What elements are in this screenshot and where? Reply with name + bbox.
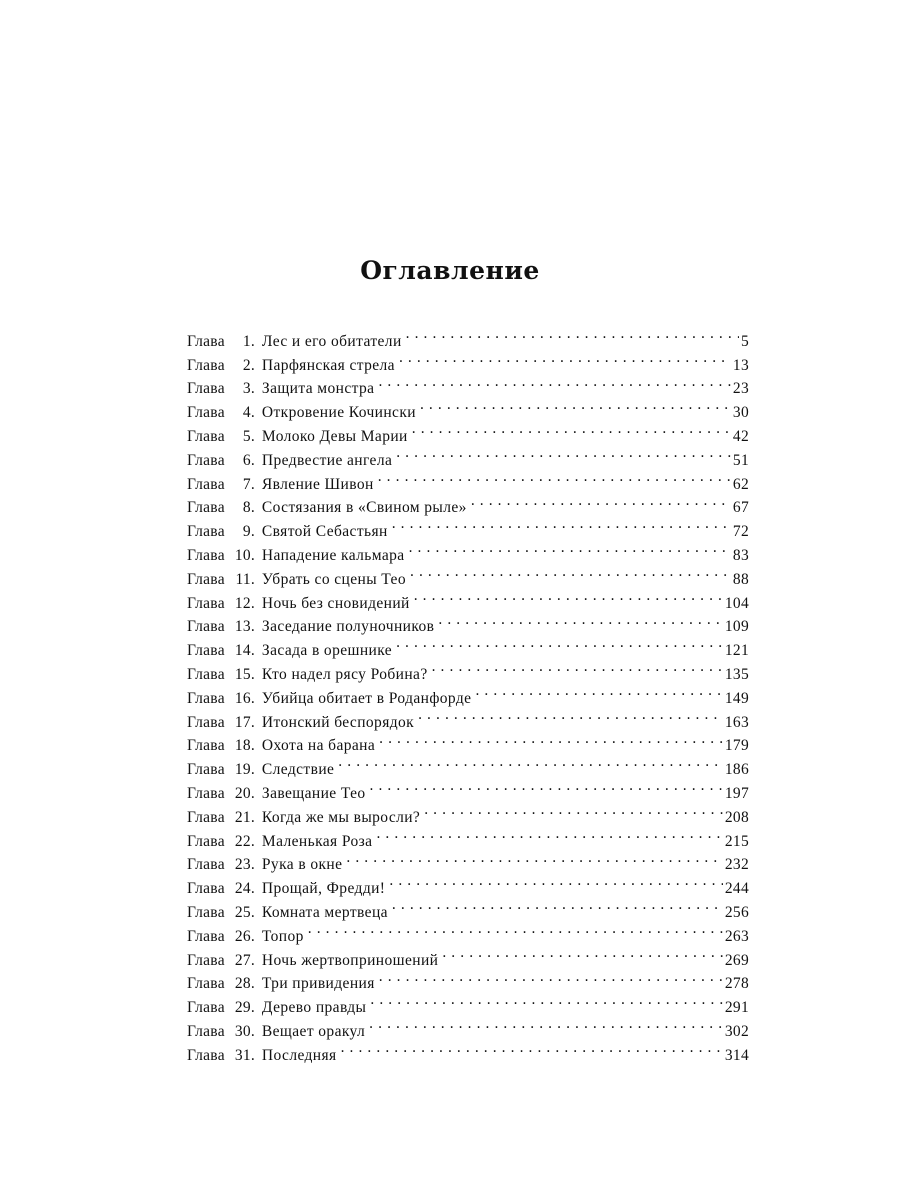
chapter-number: 5. bbox=[242, 427, 255, 445]
chapter-title: Убийца обитает в Роданфорде bbox=[261, 689, 472, 707]
dot-leader bbox=[473, 679, 722, 703]
page-number: 269 bbox=[724, 951, 749, 969]
chapter-word: Глава bbox=[187, 999, 225, 1017]
chapter-word: Глава bbox=[187, 903, 225, 921]
chapter-number: 6. bbox=[242, 451, 255, 469]
chapter-word: Глава bbox=[187, 927, 225, 945]
chapter-number: 20. bbox=[234, 784, 255, 802]
page-number: 67 bbox=[732, 499, 749, 517]
chapter-number: 13. bbox=[234, 618, 255, 636]
chapter-word: Глава bbox=[187, 761, 225, 779]
page-number: 278 bbox=[724, 975, 749, 993]
chapter-title: Комната мертвеца bbox=[261, 903, 388, 921]
dot-leader bbox=[404, 322, 739, 346]
page-number: 197 bbox=[724, 784, 749, 802]
chapter-title: Убрать со сцены Тео bbox=[261, 570, 406, 588]
chapter-title: Лес и его обитатели bbox=[261, 332, 402, 350]
chapter-title: Заседание полуночников bbox=[261, 618, 435, 636]
chapter-title: Маленькая Роза bbox=[261, 832, 373, 850]
chapter-word: Глава bbox=[187, 570, 225, 588]
chapter-number: 31. bbox=[234, 1046, 255, 1064]
dot-leader bbox=[368, 774, 723, 798]
chapter-word: Глава bbox=[187, 642, 225, 660]
dot-leader bbox=[416, 703, 723, 727]
page-number: 88 bbox=[732, 570, 749, 588]
chapter-title: Святой Себастьян bbox=[261, 523, 388, 541]
chapter-title: Явление Шивон bbox=[261, 475, 374, 493]
chapter-number: 21. bbox=[234, 808, 255, 826]
page-number: 5 bbox=[740, 332, 749, 350]
chapter-title: Засада в орешнике bbox=[261, 642, 393, 660]
page-number: 42 bbox=[732, 427, 749, 445]
page-number: 232 bbox=[724, 856, 749, 874]
chapter-number: 14. bbox=[234, 642, 255, 660]
chapter-number: 17. bbox=[234, 713, 255, 731]
chapter-word: Глава bbox=[187, 975, 225, 993]
chapter-word: Глава bbox=[187, 523, 225, 541]
page-number: 51 bbox=[732, 451, 749, 469]
chapter-title: Три привидения bbox=[261, 975, 375, 993]
chapter-word: Глава bbox=[187, 951, 225, 969]
dot-leader bbox=[387, 869, 722, 893]
chapter-word: Глава bbox=[187, 332, 225, 350]
chapter-title: Охота на барана bbox=[261, 737, 376, 755]
page-number: 72 bbox=[732, 523, 749, 541]
chapter-number: 18. bbox=[234, 737, 255, 755]
chapter-word: Глава bbox=[187, 689, 225, 707]
dot-leader bbox=[376, 370, 730, 394]
chapter-title: Парфянская стрела bbox=[261, 356, 395, 374]
chapter-number: 27. bbox=[234, 951, 255, 969]
chapter-number: 16. bbox=[234, 689, 255, 707]
toc-entry bbox=[187, 322, 749, 350]
chapter-number: 4. bbox=[242, 404, 255, 422]
chapter-title: Защита монстра bbox=[261, 380, 375, 398]
dot-leader bbox=[306, 917, 723, 941]
page-number: 244 bbox=[724, 880, 749, 898]
page-number: 163 bbox=[724, 713, 749, 731]
dot-leader bbox=[390, 512, 731, 536]
dot-leader bbox=[430, 655, 723, 679]
chapter-number: 28. bbox=[234, 975, 255, 993]
chapter-title: Рука в окне bbox=[261, 856, 343, 874]
chapter-title: Нападение кальмара bbox=[261, 546, 405, 564]
table-of-contents bbox=[187, 322, 749, 1064]
chapter-word: Глава bbox=[187, 737, 225, 755]
page-number: 186 bbox=[724, 761, 749, 779]
chapter-word: Глава bbox=[187, 1022, 225, 1040]
chapter-title: Предвестие ангела bbox=[261, 451, 393, 469]
page-number: 263 bbox=[724, 927, 749, 945]
chapter-word: Глава bbox=[187, 404, 225, 422]
page-number: 83 bbox=[732, 546, 749, 564]
page-number: 135 bbox=[724, 665, 749, 683]
chapter-word: Глава bbox=[187, 880, 225, 898]
dot-leader bbox=[469, 489, 731, 513]
page-number: 149 bbox=[724, 689, 749, 707]
chapter-number: 1. bbox=[242, 332, 255, 350]
chapter-number: 2. bbox=[242, 356, 255, 374]
dot-leader bbox=[339, 1036, 723, 1060]
dot-leader bbox=[418, 393, 731, 417]
chapter-number: 3. bbox=[242, 380, 255, 398]
chapter-word: Глава bbox=[187, 546, 225, 564]
chapter-number: 22. bbox=[234, 832, 255, 850]
chapter-title: Ночь без сновидений bbox=[261, 594, 410, 612]
chapter-number: 26. bbox=[234, 927, 255, 945]
chapter-word: Глава bbox=[187, 856, 225, 874]
chapter-number: 10. bbox=[234, 546, 255, 564]
dot-leader bbox=[407, 536, 731, 560]
chapter-word: Глава bbox=[187, 451, 225, 469]
page-number: 256 bbox=[724, 903, 749, 921]
chapter-number: 19. bbox=[234, 761, 255, 779]
page-number: 121 bbox=[724, 642, 749, 660]
dot-leader bbox=[376, 465, 731, 489]
chapter-word: Глава bbox=[187, 1046, 225, 1064]
chapter-number: 23. bbox=[234, 856, 255, 874]
chapter-word: Глава bbox=[187, 832, 225, 850]
chapter-title: Топор bbox=[261, 927, 304, 945]
page-number: 23 bbox=[732, 380, 749, 398]
chapter-title: Дерево правды bbox=[261, 999, 367, 1017]
chapter-word: Глава bbox=[187, 427, 225, 445]
dot-leader bbox=[394, 441, 731, 465]
chapter-title: Вещает оракул bbox=[261, 1022, 366, 1040]
page-title: Оглавление bbox=[360, 256, 540, 285]
page-number: 179 bbox=[724, 737, 749, 755]
chapter-number: 24. bbox=[234, 880, 255, 898]
page-number: 302 bbox=[724, 1022, 749, 1040]
page-number: 291 bbox=[724, 999, 749, 1017]
page-number: 30 bbox=[732, 404, 749, 422]
dot-leader bbox=[410, 417, 731, 441]
page-number: 104 bbox=[724, 594, 749, 612]
chapter-title: Молоко Девы Марии bbox=[261, 427, 408, 445]
dot-leader bbox=[436, 608, 722, 632]
dot-leader bbox=[368, 988, 722, 1012]
dot-leader bbox=[377, 965, 723, 989]
chapter-number: 30. bbox=[234, 1022, 255, 1040]
chapter-title: Следствие bbox=[261, 761, 335, 779]
chapter-title: Ночь жертвоприношений bbox=[261, 951, 439, 969]
dot-leader bbox=[408, 560, 731, 584]
chapter-number: 11. bbox=[235, 570, 255, 588]
chapter-title: Прощай, Фредди! bbox=[261, 880, 386, 898]
dot-leader bbox=[422, 798, 723, 822]
chapter-title: Последняя bbox=[261, 1046, 337, 1064]
chapter-word: Глава bbox=[187, 380, 225, 398]
chapter-number: 25. bbox=[234, 903, 255, 921]
chapter-word: Глава bbox=[187, 356, 225, 374]
dot-leader bbox=[412, 584, 723, 608]
chapter-word: Глава bbox=[187, 784, 225, 802]
chapter-number: 15. bbox=[234, 665, 255, 683]
chapter-word: Глава bbox=[187, 475, 225, 493]
chapter-word: Глава bbox=[187, 594, 225, 612]
dot-leader bbox=[374, 822, 722, 846]
dot-leader bbox=[390, 893, 723, 917]
chapter-title: Итонский беспорядок bbox=[261, 713, 415, 731]
chapter-title: Кто надел рясу Робина? bbox=[261, 665, 428, 683]
page-number: 13 bbox=[732, 356, 749, 374]
dot-leader bbox=[367, 1012, 723, 1036]
chapter-word: Глава bbox=[187, 618, 225, 636]
dot-leader bbox=[394, 631, 723, 655]
dot-leader bbox=[440, 941, 723, 965]
chapter-word: Глава bbox=[187, 713, 225, 731]
chapter-number: 12. bbox=[234, 594, 255, 612]
page-number: 109 bbox=[724, 618, 749, 636]
dot-leader bbox=[344, 846, 722, 870]
dot-leader bbox=[397, 346, 731, 370]
chapter-title: Состязания в «Свином рыле» bbox=[261, 499, 467, 517]
dot-leader bbox=[336, 750, 723, 774]
page-number: 314 bbox=[724, 1046, 749, 1064]
chapter-word: Глава bbox=[187, 499, 225, 517]
chapter-number: 29. bbox=[234, 999, 255, 1017]
page-number: 62 bbox=[732, 475, 749, 493]
chapter-number: 9. bbox=[242, 523, 255, 541]
chapter-word: Глава bbox=[187, 665, 225, 683]
chapter-word: Глава bbox=[187, 808, 225, 826]
chapter-number: 7. bbox=[242, 475, 255, 493]
page-number: 208 bbox=[724, 808, 749, 826]
dot-leader bbox=[377, 727, 723, 751]
chapter-title: Откровение Кочински bbox=[261, 404, 416, 422]
chapter-title: Завещание Тео bbox=[261, 784, 366, 802]
chapter-number: 8. bbox=[242, 499, 255, 517]
chapter-title: Когда же мы выросли? bbox=[261, 808, 421, 826]
page-number: 215 bbox=[724, 832, 749, 850]
